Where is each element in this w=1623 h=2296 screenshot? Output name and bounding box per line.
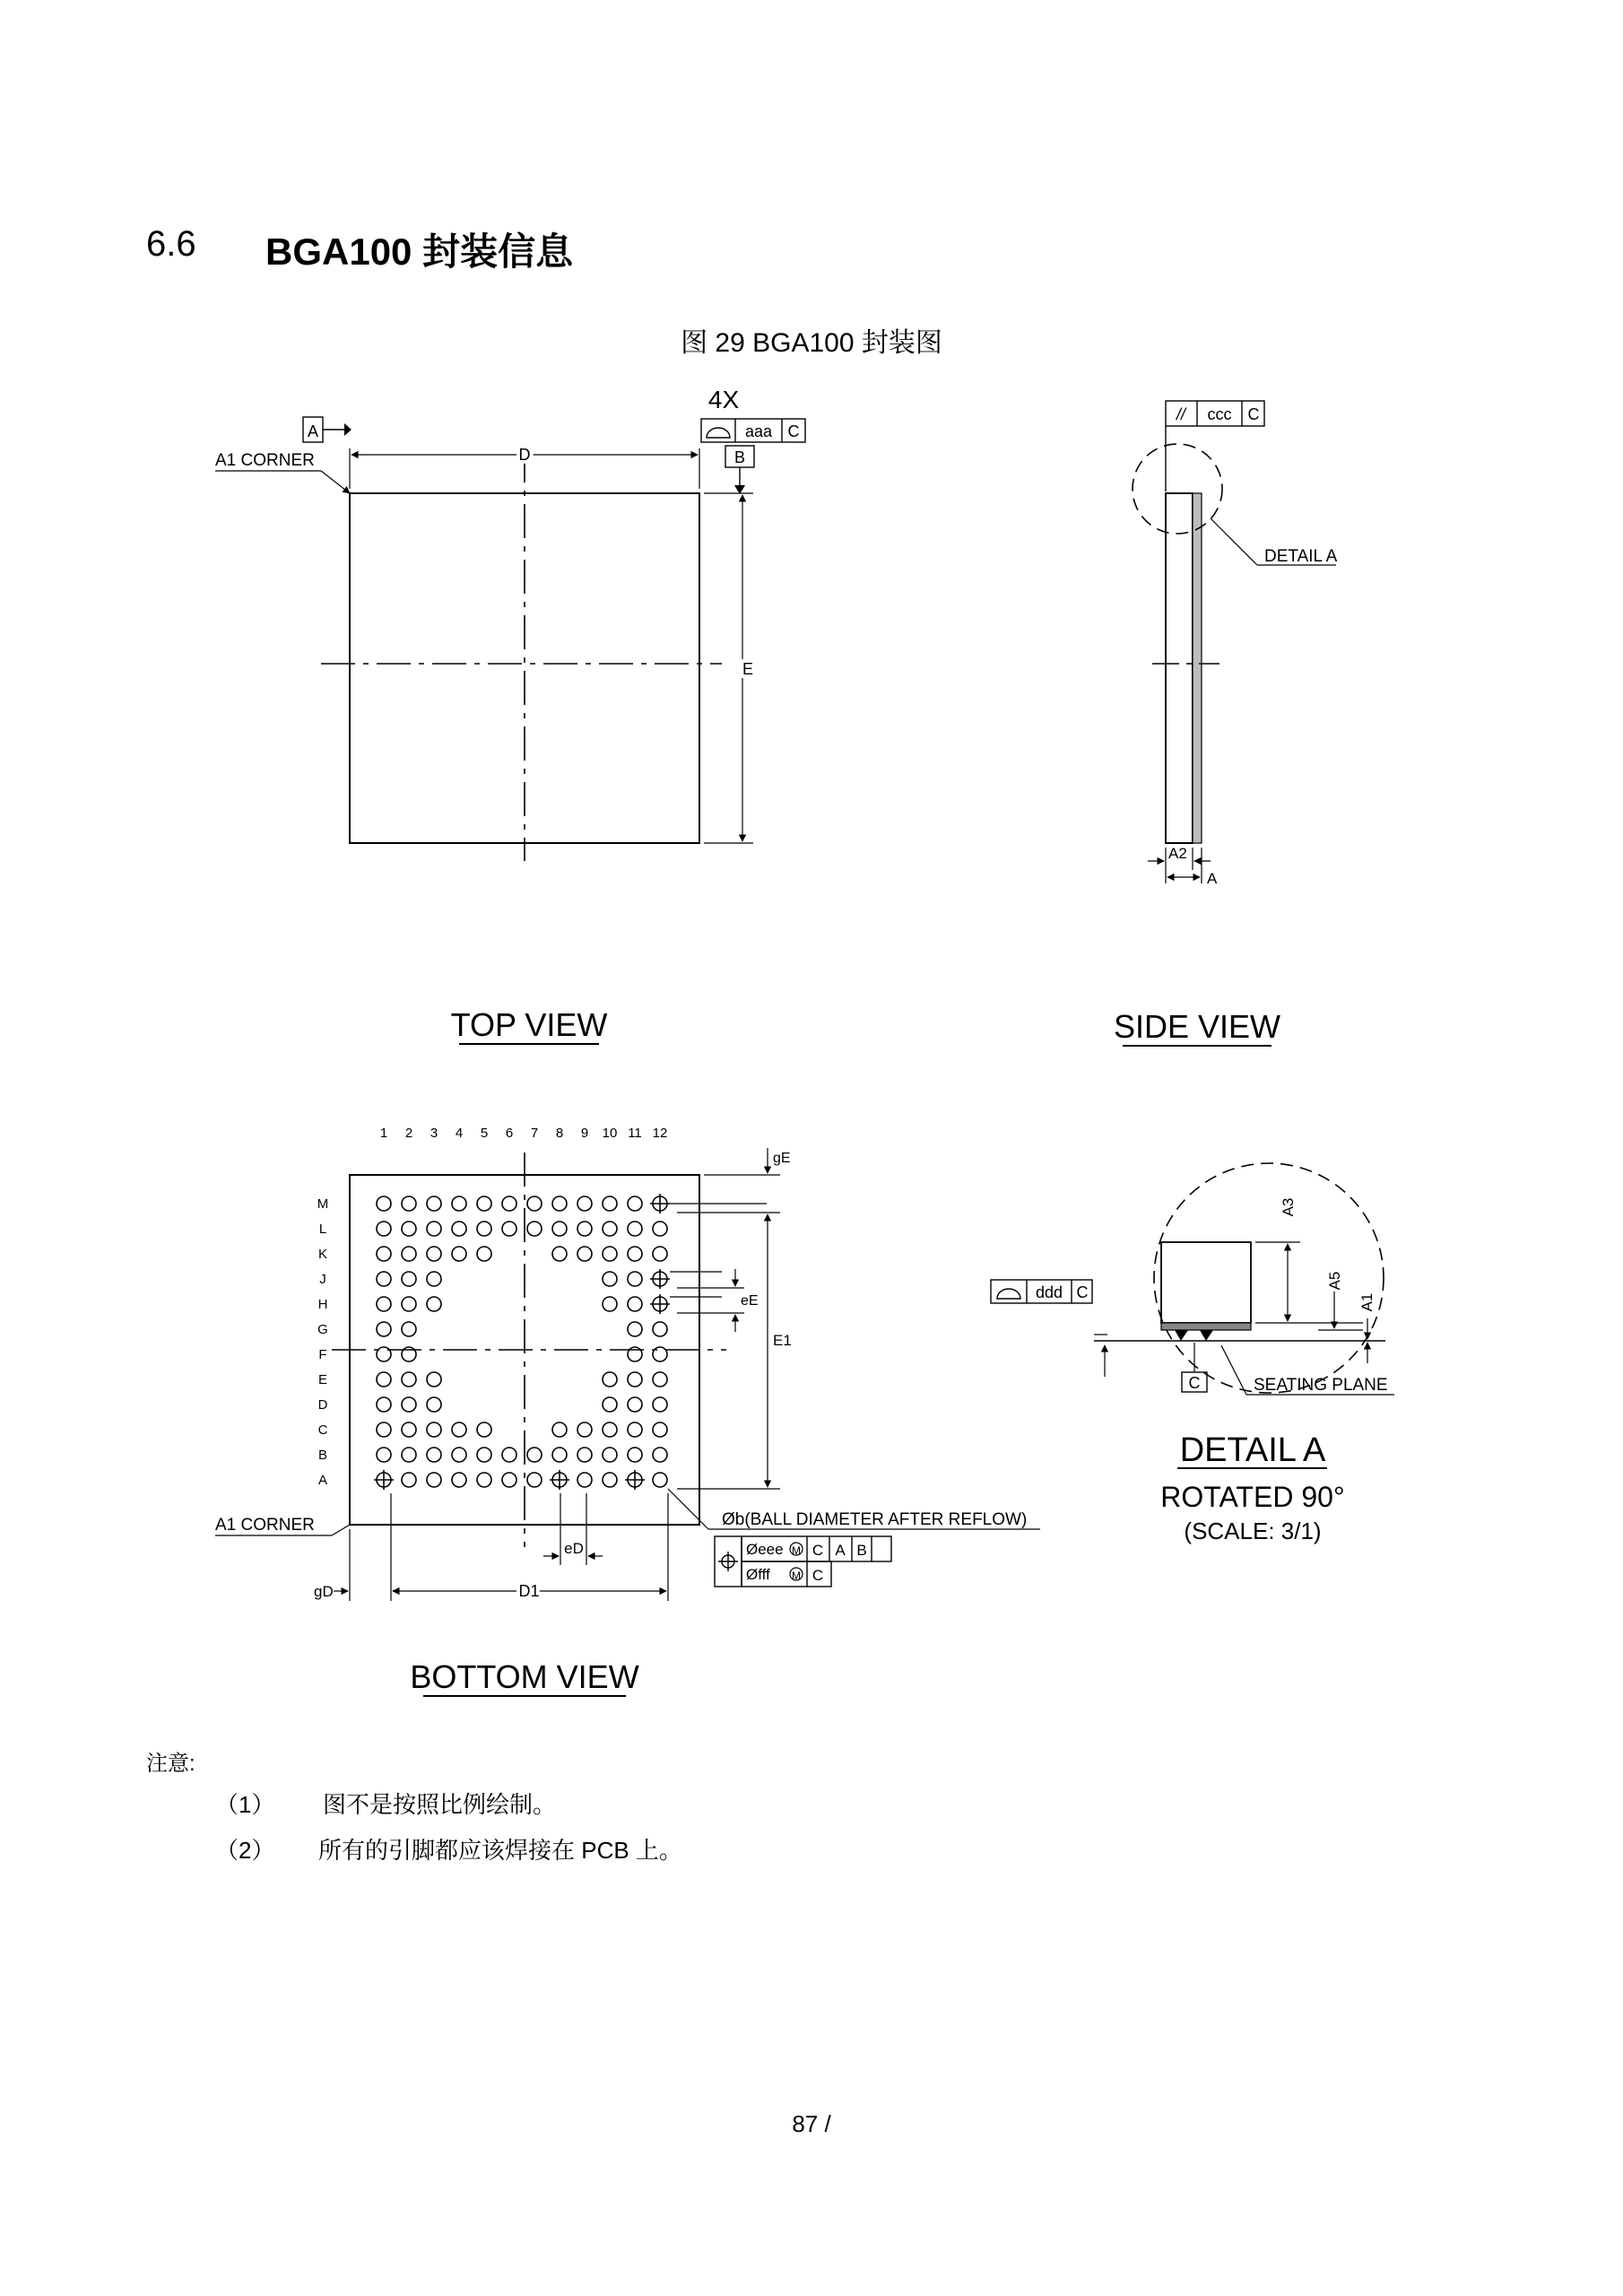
side-view [1133, 401, 1336, 883]
ball-e2 [402, 1372, 416, 1387]
col-label-9: 9 [580, 1126, 589, 1141]
ball-l2 [402, 1222, 416, 1236]
ball-l11 [628, 1222, 642, 1236]
side-detail-a-callout: DETAIL A [1264, 547, 1338, 566]
ball-m1 [377, 1196, 391, 1211]
ball-l10 [603, 1222, 617, 1236]
ball-d12 [653, 1397, 667, 1412]
ball-m5 [477, 1196, 491, 1211]
ball-a6 [502, 1473, 516, 1487]
bottom-dim-ee: eE [741, 1293, 759, 1309]
ball-c10 [603, 1422, 617, 1437]
ball-e1 [377, 1372, 391, 1387]
ball-k1 [377, 1247, 391, 1261]
ball-h3 [427, 1297, 441, 1311]
col-label-7: 7 [530, 1126, 539, 1141]
detail-dim-a5: A5 [1326, 1271, 1343, 1291]
row-label-k: K [317, 1247, 328, 1262]
col-label-8: 8 [555, 1126, 564, 1141]
ball-b12 [653, 1448, 667, 1462]
ball-k11 [628, 1247, 642, 1261]
side-view-label: SIDE VIEW [1113, 1008, 1281, 1045]
ball-j2 [402, 1272, 416, 1286]
ball-e3 [427, 1372, 441, 1387]
ball-h11 [628, 1297, 642, 1311]
ball-m7 [527, 1196, 542, 1211]
ball-j11 [628, 1272, 642, 1286]
top-tol-aaa: aaa [744, 422, 773, 440]
ball-a12 [653, 1473, 667, 1487]
ball-k3 [427, 1247, 441, 1261]
detail-tol-datum-c: C [1076, 1283, 1089, 1301]
ball-k8 [552, 1247, 567, 1261]
bottom-dim-gd: gD [314, 1583, 334, 1600]
ball-c9 [577, 1422, 592, 1437]
top-view-label: TOP VIEW [450, 1006, 608, 1043]
section-number: 6.6 [146, 224, 196, 264]
tol-eee-datum-c: C [812, 1542, 824, 1559]
ball-a2 [402, 1473, 416, 1487]
bottom-dim-ge: gE [773, 1151, 791, 1166]
ball-g1 [377, 1322, 391, 1336]
ball-diameter-note: Øb(BALL DIAMETER AFTER REFLOW) [722, 1510, 1028, 1529]
top-dim-d: D [518, 446, 531, 464]
col-label-1: 1 [379, 1126, 388, 1141]
ball-m2 [402, 1196, 416, 1211]
ball-e12 [653, 1372, 667, 1387]
side-view-labels [1114, 405, 1338, 1045]
ball-e11 [628, 1372, 642, 1387]
note-1-number: （1） [215, 1791, 275, 1818]
ball-l4 [452, 1222, 466, 1236]
ball-k12 [653, 1247, 667, 1261]
bottom-dim-ed: eD [564, 1540, 584, 1557]
ball-m11 [628, 1196, 642, 1211]
tol-eee-datum-a: A [835, 1542, 846, 1559]
ball-a3 [427, 1473, 441, 1487]
ball-g12 [653, 1322, 667, 1336]
detail-a-rotated: ROTATED 90° [1160, 1481, 1345, 1513]
ball-d10 [603, 1397, 617, 1412]
ball-m6 [502, 1196, 516, 1211]
top-view [215, 417, 805, 861]
top-count-4x: 4X [707, 386, 740, 413]
ball-b2 [402, 1448, 416, 1462]
ball-h2 [402, 1297, 416, 1311]
ball-c4 [452, 1422, 466, 1437]
ball-e10 [603, 1372, 617, 1387]
detail-dim-a1: A1 [1358, 1292, 1376, 1312]
ball-l3 [427, 1222, 441, 1236]
ball-b4 [452, 1448, 466, 1462]
top-view-labels [215, 386, 800, 1043]
tol-fff-modifier: M [792, 1570, 801, 1582]
ball-d2 [402, 1397, 416, 1412]
row-label-m: M [317, 1196, 329, 1212]
ball-l5 [477, 1222, 491, 1236]
top-dim-e: E [742, 660, 754, 678]
detail-a-title: DETAIL A [1179, 1431, 1326, 1469]
side-tol-symbol: // [1176, 405, 1186, 423]
col-label-12: 12 [652, 1126, 668, 1141]
ball-a7 [527, 1473, 542, 1487]
ball-j3 [427, 1272, 441, 1286]
ball-l1 [377, 1222, 391, 1236]
tol-eee: Øeee [746, 1541, 784, 1558]
col-label-5: 5 [480, 1126, 489, 1141]
bottom-dim-d1: D1 [518, 1582, 540, 1600]
top-datum-a: A [307, 422, 319, 440]
notes-label: 注意: [146, 1752, 195, 1776]
row-label-b: B [317, 1448, 328, 1463]
ball-f1 [377, 1347, 391, 1361]
note-2-text: 所有的引脚都应该焊接在 PCB 上。 [318, 1837, 682, 1864]
ball-k5 [477, 1247, 491, 1261]
ball-l9 [577, 1222, 592, 1236]
detail-tol-ddd: ddd [1035, 1283, 1063, 1301]
ball-c2 [402, 1422, 416, 1437]
ball-l6 [502, 1222, 516, 1236]
section-title: BGA100 封装信息 [265, 230, 574, 273]
figure-caption: 图 29 BGA100 封装图 [681, 328, 942, 358]
side-dim-a: A [1207, 870, 1218, 887]
ball-j1 [377, 1272, 391, 1286]
ball-j10 [603, 1272, 617, 1286]
ball-m10 [603, 1196, 617, 1211]
ball-l12 [653, 1222, 667, 1236]
ball-a9 [577, 1473, 592, 1487]
ball-l7 [527, 1222, 542, 1236]
ball-m9 [577, 1196, 592, 1211]
ball-b9 [577, 1448, 592, 1462]
top-tol-datum-b: B [733, 448, 746, 466]
detail-datum-c: C [1188, 1374, 1201, 1392]
side-tol-ccc: ccc [1207, 405, 1232, 423]
row-label-g: G [317, 1322, 328, 1337]
tol-eee-modifier: M [792, 1544, 801, 1557]
ball-c8 [552, 1422, 567, 1437]
ball-g2 [402, 1322, 416, 1336]
note-1-text: 图不是按照比例绘制。 [323, 1791, 557, 1818]
row-label-j: J [319, 1272, 326, 1287]
tol-fff-datum-c: C [812, 1567, 824, 1584]
note-2-number: （2） [215, 1837, 275, 1864]
ball-m8 [552, 1196, 567, 1211]
detail-dim-a3: A3 [1280, 1197, 1297, 1217]
ball-a5 [477, 1473, 491, 1487]
row-label-d: D [317, 1397, 328, 1413]
ball-b1 [377, 1448, 391, 1462]
ball-k4 [452, 1247, 466, 1261]
ball-m4 [452, 1196, 466, 1211]
ball-c5 [477, 1422, 491, 1437]
ball-a10 [603, 1473, 617, 1487]
page-number: 87 / [792, 2110, 831, 2137]
row-label-h: H [317, 1297, 328, 1312]
col-label-10: 10 [602, 1126, 618, 1141]
ball-b3 [427, 1448, 441, 1462]
col-label-2: 2 [404, 1126, 413, 1141]
row-label-c: C [317, 1422, 328, 1438]
bottom-view [215, 1148, 1040, 1601]
ball-c12 [653, 1422, 667, 1437]
ball-c1 [377, 1422, 391, 1437]
ball-c11 [628, 1422, 642, 1437]
row-label-e: E [317, 1372, 328, 1387]
ball-d11 [628, 1397, 642, 1412]
detail-a-scale: (SCALE: 3/1) [1184, 1518, 1322, 1544]
col-label-11: 11 [628, 1126, 642, 1141]
ball-b6 [502, 1448, 516, 1462]
ball-b8 [552, 1448, 567, 1462]
ball-b11 [628, 1448, 642, 1462]
ball-grid [374, 1194, 670, 1490]
ball-c3 [427, 1422, 441, 1437]
row-label-f: F [318, 1347, 327, 1362]
seating-plane-label: SEATING PLANE [1254, 1376, 1388, 1395]
ball-k10 [603, 1247, 617, 1261]
bottom-dim-e1: E1 [773, 1332, 792, 1349]
ball-a4 [452, 1473, 466, 1487]
top-tol-datum-c: C [787, 422, 800, 440]
ball-k2 [402, 1247, 416, 1261]
row-label-l: L [318, 1222, 327, 1237]
ball-b7 [527, 1448, 542, 1462]
tol-eee-datum-b: B [856, 1542, 867, 1559]
row-label-a: A [317, 1473, 328, 1488]
ball-d3 [427, 1397, 441, 1412]
bottom-a1-corner-label: A1 CORNER [215, 1516, 315, 1535]
ball-l8 [552, 1222, 567, 1236]
col-label-3: 3 [430, 1126, 438, 1141]
col-label-6: 6 [505, 1126, 514, 1141]
side-tol-datum-c: C [1247, 405, 1260, 423]
ball-f12 [653, 1347, 667, 1361]
ball-b5 [477, 1448, 491, 1462]
bottom-view-label: BOTTOM VIEW [410, 1658, 639, 1695]
col-label-4: 4 [455, 1126, 464, 1141]
ball-k9 [577, 1247, 592, 1261]
side-view-body [1166, 493, 1193, 843]
top-a1-corner-label: A1 CORNER [215, 451, 315, 470]
ball-m3 [427, 1196, 441, 1211]
ball-g11 [628, 1322, 642, 1336]
ball-h10 [603, 1297, 617, 1311]
ball-b10 [603, 1448, 617, 1462]
bottom-view-labels [215, 1126, 1027, 1695]
ball-d1 [377, 1397, 391, 1412]
ball-h1 [377, 1297, 391, 1311]
side-dim-a2: A2 [1168, 845, 1187, 862]
tol-fff: Øfff [746, 1566, 770, 1583]
